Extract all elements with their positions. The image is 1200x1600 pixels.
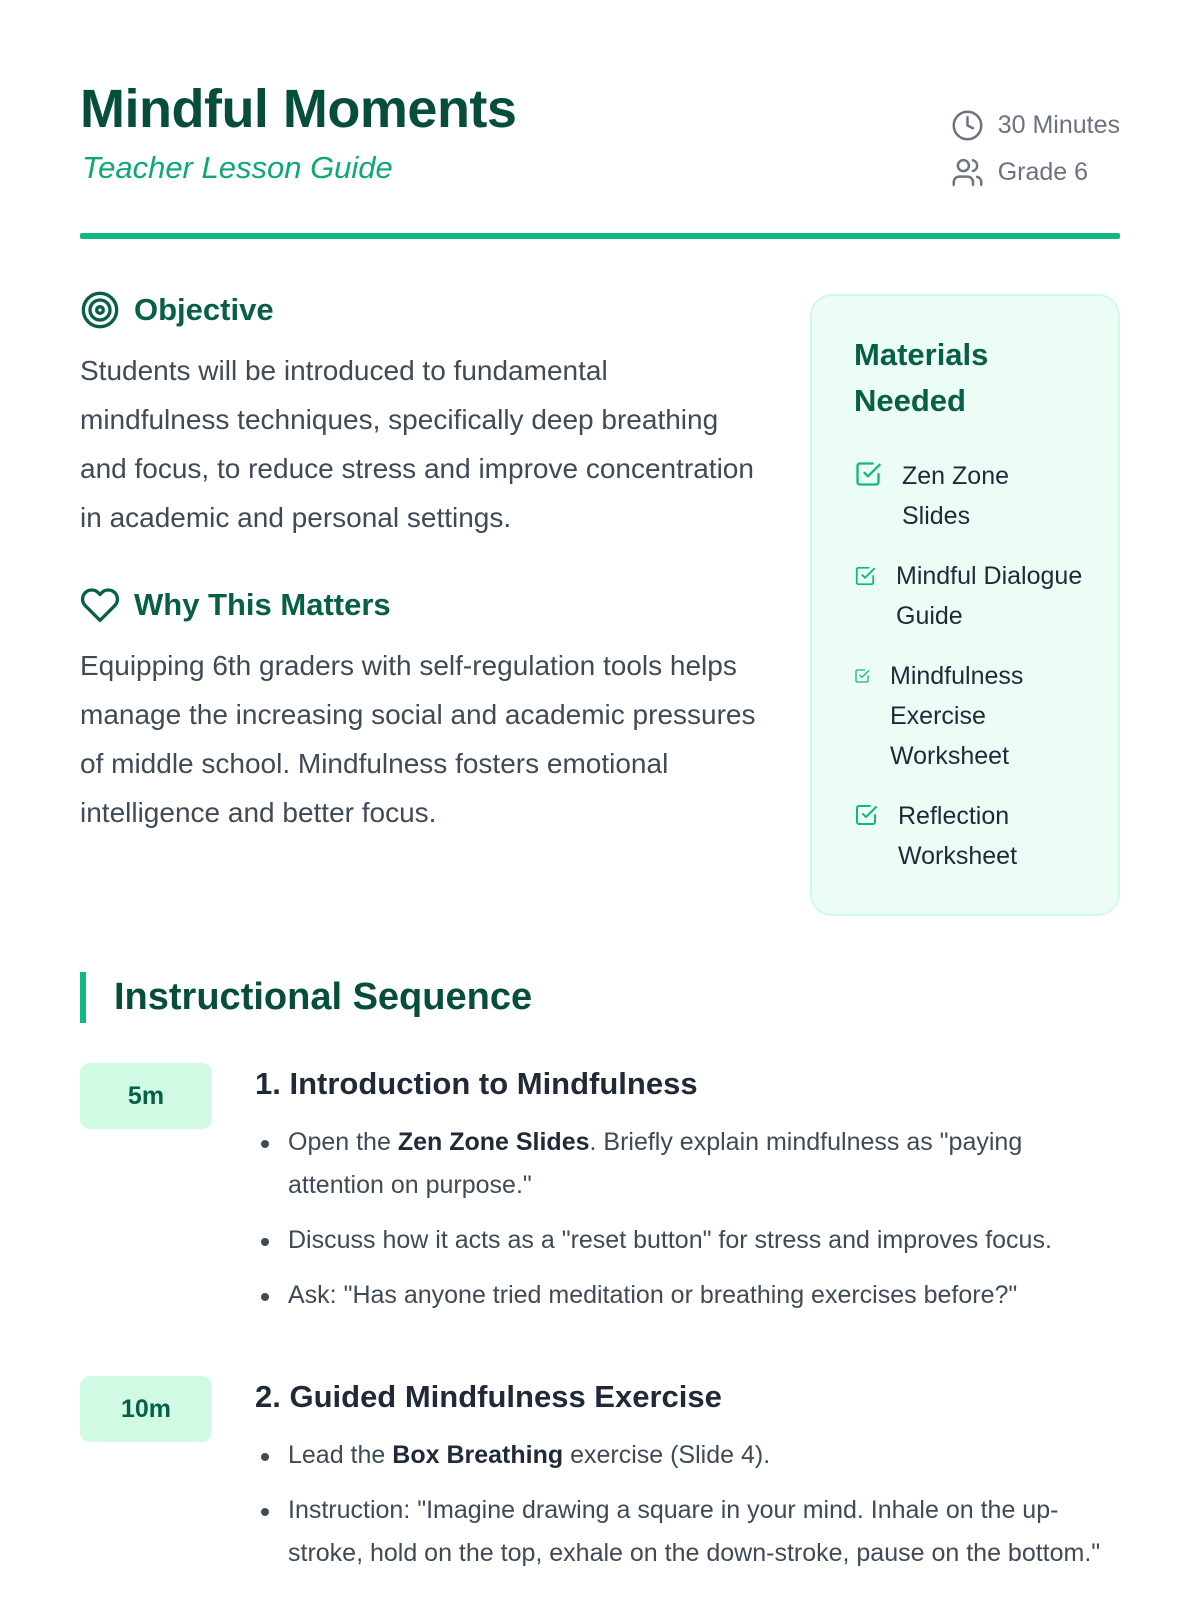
material-item	[854, 796, 1054, 876]
list-item: Instruction: "Imagine drawing a square in your mind. Inhale on the up-stroke, hold on the top, exhale on the down-stroke, pause on the bottom."	[255, 1489, 1125, 1575]
time-badge: 10m	[80, 1376, 212, 1442]
material-label: Mindful Dialogue Guide	[896, 562, 1083, 630]
list-item: Lead the Box Breathing exercise (Slide 4).	[255, 1434, 1125, 1477]
material-label: Zen Zone Slides	[902, 462, 1010, 530]
objective-heading	[80, 290, 274, 330]
page-subtitle: Teacher Lesson Guide	[82, 150, 393, 185]
why-heading-label: Why This Matters	[134, 587, 391, 622]
check-square-icon	[854, 803, 878, 827]
material-label: Mindfulness Exercise Worksheet	[890, 662, 1024, 770]
header-divider	[80, 233, 1120, 239]
grade-info	[951, 155, 1120, 189]
check-square-icon	[854, 565, 876, 587]
grade-label: Grade 6	[997, 157, 1089, 186]
material-item	[854, 656, 1054, 776]
why-text: Equipping 6th graders with self-regulation tools helps manage the increasing social and academic pressures of middle school. Mindfulness fosters emotional intelligence and better focus.	[80, 650, 756, 828]
duration-label: 30 Minutes	[997, 110, 1120, 139]
list-item: Open the Zen Zone Slides. Briefly explain mindfulness as "paying attention on purpose."	[255, 1121, 1125, 1207]
material-item	[854, 556, 1084, 636]
step-bullets	[255, 1434, 1125, 1587]
list-item: Ask: "Has anyone tried meditation or breathing exercises before?"	[255, 1274, 1125, 1317]
materials-heading: Materials Needed	[854, 337, 989, 418]
objective-text: Students will be introduced to fundamental mindfulness techniques, specifically deep breathing and focus, to reduce stress and improve concentration in academic and personal settings.	[80, 355, 754, 533]
list-item: Discuss how it acts as a "reset button" for stress and improves focus.	[255, 1219, 1125, 1262]
sequence-heading: Instructional Sequence	[114, 976, 533, 1018]
users-icon	[951, 156, 984, 189]
page-title: Mindful Moments	[80, 79, 517, 139]
materials-card	[810, 294, 1120, 916]
target-icon	[80, 290, 120, 330]
step-title: 2. Guided Mindfulness Exercise	[255, 1379, 722, 1414]
step-title: 1. Introduction to Mindfulness	[255, 1066, 698, 1101]
material-label: Reflection Worksheet	[898, 802, 1018, 870]
heart-icon	[80, 585, 120, 625]
objective-heading-label: Objective	[134, 292, 274, 327]
section-accent-bar	[80, 972, 86, 1023]
step-bullets	[255, 1121, 1125, 1329]
lesson-page	[80, 0, 1120, 1600]
lesson-meta	[951, 108, 1120, 202]
check-square-icon	[854, 668, 870, 684]
material-item	[854, 456, 1064, 536]
why-heading	[80, 585, 391, 625]
clock-icon	[951, 109, 984, 142]
duration-info	[951, 108, 1120, 142]
time-badge: 5m	[80, 1063, 212, 1129]
check-square-icon	[854, 460, 882, 488]
